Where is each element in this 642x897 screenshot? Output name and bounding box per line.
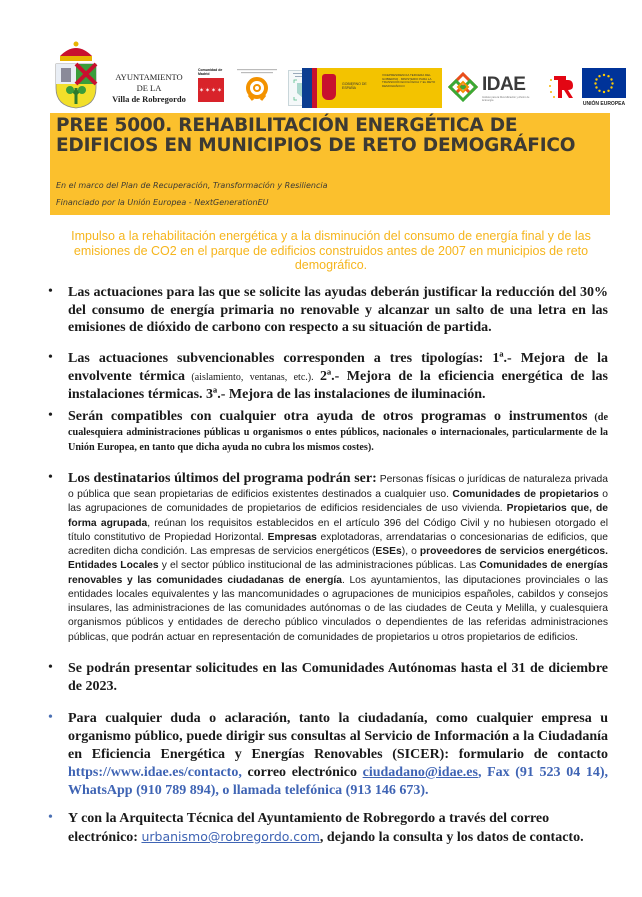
- gobierno-espana-logo: [302, 68, 442, 108]
- comunidad-madrid-text: Comunidad de Madrid: [198, 68, 223, 76]
- bullet-eligible-actions: [48, 350, 608, 404]
- bullet-text-part: o las agrupaciones de comunidades de propietarios de edificios residenciales de uso vivienda.: [68, 489, 608, 515]
- spain-government-icon: [322, 74, 336, 100]
- bullet-icon: •: [48, 710, 53, 725]
- madrid-stars: ✶✶✶✶: [198, 87, 224, 94]
- comunidad-madrid-flag-icon: [198, 78, 224, 102]
- bullet-text-part: correo electrónico: [241, 765, 363, 780]
- bullet-icon: •: [48, 470, 53, 485]
- bullet-text-note: (de cualesquiera administraciones públicas u organismos o entes públicos, nacionales o internacionales, particularmente de la Unión Europea, en tanto que dicha ayuda no cubra los mismos costes).: [68, 412, 608, 453]
- logo-bar: [48, 38, 628, 110]
- municipal-network-logo: [231, 68, 283, 104]
- ring-location-icon: [231, 68, 283, 102]
- bullet-energy-reduction: [48, 284, 608, 337]
- contact-numbers: , Fax (91 523 04 14), WhatsApp (910 789 894), o llamada telefónica (913 146 673).: [68, 765, 608, 798]
- bullet-text: [68, 710, 608, 800]
- bullet-icon: •: [48, 810, 53, 825]
- bullet-contact-local: [48, 810, 608, 847]
- bullet-icon: •: [48, 350, 53, 365]
- idae-contact-link[interactable]: https://www.idae.es/contacto,: [68, 765, 242, 780]
- bullet-text-note: (aislamiento, ventanas, etc.).: [185, 371, 320, 383]
- eu-stripe: [302, 68, 312, 108]
- bullet-text-emph: Entidades Locales: [68, 560, 159, 572]
- idae-email-link[interactable]: ciudadano@idae.es: [362, 765, 478, 780]
- bullet-text-part: ), o: [401, 546, 420, 558]
- bullet-text-part: y el sector público institucional de las administraciones públicas. Las: [158, 560, 480, 572]
- idae-logo: [446, 68, 546, 108]
- idae-subtext: Instituto para la Diversificación y Ahorro de la Energía: [482, 96, 530, 102]
- tr-recovery-plan-icon: [548, 72, 574, 102]
- eu-flag-icon: [582, 68, 626, 98]
- banner-subtitle-funding: Financiado por la Unión Europea - NextGenerationEU: [56, 198, 269, 207]
- bullet-text-emph: Comunidades de propietarios: [452, 489, 599, 500]
- bullet-text-part: Personas físicas o jurídicas de naturaleza privada o pública que sean propietarias de edificios existentes destinados a cualquier uso.: [68, 474, 608, 500]
- bullet-text-part: Para cualquier duda o aclaración, tanto la ciudadanía, como cualquier empresa u organismo público, puede dirigir sus consultas al Servicio de Información a la Ciudadanía en Eficiencia Energética y Energías Renovables (SICER): formulario de contacto: [68, 711, 608, 762]
- municipality-line1: AYUNTAMIENTO: [115, 72, 183, 82]
- intro-text: Impulso a la rehabilitación energética y a la disminución del consumo de energía final y de las emisiones de CO2 en el parque de edificios construidos antes de 2007 en municipios de reto demográfico.: [71, 229, 591, 272]
- bullet-text: [68, 810, 608, 847]
- bullet-text: [68, 408, 608, 455]
- page-title: PREE 5000. REHABILITACIÓN ENERGÉTICA DE EDIFICIOS EN MUNICIPIOS DE RETO DEMOGRÁFICO: [56, 115, 576, 156]
- bullet-icon: •: [48, 660, 53, 675]
- bullet-text: [68, 470, 608, 644]
- eu-label: UNIÓN EUROPEA: [582, 101, 626, 107]
- bullet-text-part: Y con la Arquitecta Técnica del Ayuntamiento de Robregordo a través del correo electrónico:: [68, 811, 550, 845]
- bullet-text-part: , dejando la consulta y los datos de contacto.: [319, 830, 584, 845]
- bullet-text-part: . Los ayuntamientos, las diputaciones provinciales o las entidades locales equivalentes y las mancomunidades o agrupaciones de municipios españoles, cabildos y consejos insulares, las administraciones de las comunidades autónomas o de las ciudades de Ceuta y Melilla, y cualesquiera organismos públicos y entidades de derecho público vinculados o dependientes de las referidas administraciones públicas, que podrán actuar en representación de comunidades de propietarios u otros propietarios de edificios.: [68, 574, 608, 643]
- municipality-line2: DE LA: [136, 83, 162, 93]
- urbanismo-email-link[interactable]: urbanismo@robregordo.com: [141, 829, 320, 844]
- comunidad-madrid-logo: [198, 68, 224, 102]
- bullet-compatibility: [48, 408, 608, 455]
- bullet-text-part: Serán compatibles con cualquier otra ayuda de otros programas o instrumentos: [68, 409, 588, 424]
- bullet-text-part: 2ª.- Mejora de la eficiencia energética de las instalaciones térmicas. 3ª.- Mejora de las instalaciones de iluminación.: [68, 368, 608, 402]
- bullet-text-emph: Comunidades de energías renovables y las comunidades ciudadanas de energía: [68, 560, 608, 586]
- municipality-name: [106, 72, 192, 105]
- bullet-text-emph: proveedores de servicios energéticos.: [419, 546, 608, 558]
- bullet-text-emph: Empresas: [267, 531, 317, 543]
- bullet-beneficiaries: [48, 470, 608, 644]
- gobierno-text: GOBIERNO DE ESPAÑA: [342, 82, 367, 90]
- idae-logo-icon: [448, 72, 478, 102]
- bullet-contact-sicer: [48, 710, 608, 800]
- ministry-text: VICEPRESIDENCIA TERCERA DEL GOBIERNO · MINISTERIO PARA LA TRANSICIÓN ECOLÓGICA Y EL RETO DEMOGRÁFICO: [382, 73, 436, 88]
- spain-stripe: [312, 68, 317, 108]
- bullet-deadline: [48, 660, 608, 695]
- bullet-text-emph: Propietarios que, de forma agrupada: [68, 503, 608, 529]
- title-banner: [50, 113, 610, 215]
- bullet-lead: Los destinatarios últimos del programa podrán ser:: [68, 471, 377, 486]
- bullet-text: Se podrán presentar solicitudes en las Comunidades Autónomas hasta el 31 de diciembre de 2023.: [68, 661, 608, 694]
- eu-logo: [582, 68, 626, 110]
- bullet-text: [68, 350, 608, 404]
- idae-wordmark: IDAE: [482, 74, 526, 95]
- banner-subtitle-plan: En el marco del Plan de Recuperación, Transformación y Resiliencia: [56, 181, 328, 190]
- bullet-text-part: Las actuaciones subvencionables corresponden a tres tipologías: 1ª.- Mejora de la envolvente térmica: [68, 351, 608, 384]
- bullet-text-part: , reúnan los requisitos establecidos en el artículo 396 del Código Civil y no hubiesen otorgado el título constitutivo de Propiedad Horizontal.: [68, 517, 608, 543]
- bullet-text-emph: ESEs: [375, 546, 402, 558]
- bullet-icon: •: [48, 284, 53, 299]
- bullet-text: Las actuaciones para las que se solicite las ayudas deberán justificar la reducción del 30% del consumo de energía primaria no renovable y alcanzar un salto de una letra en las emisiones de dióxido de carbono con respecto a su situación de partida.: [68, 285, 608, 335]
- bullet-icon: •: [48, 408, 53, 423]
- municipality-line3: Villa de Robregordo: [112, 94, 186, 104]
- bullet-text-part: explotadoras, arrendatarias o concesionarias de edificios, que acrediten dicha condición. Las empresas de servicios energéticos (: [68, 531, 608, 558]
- coat-of-arms-icon: [52, 38, 100, 110]
